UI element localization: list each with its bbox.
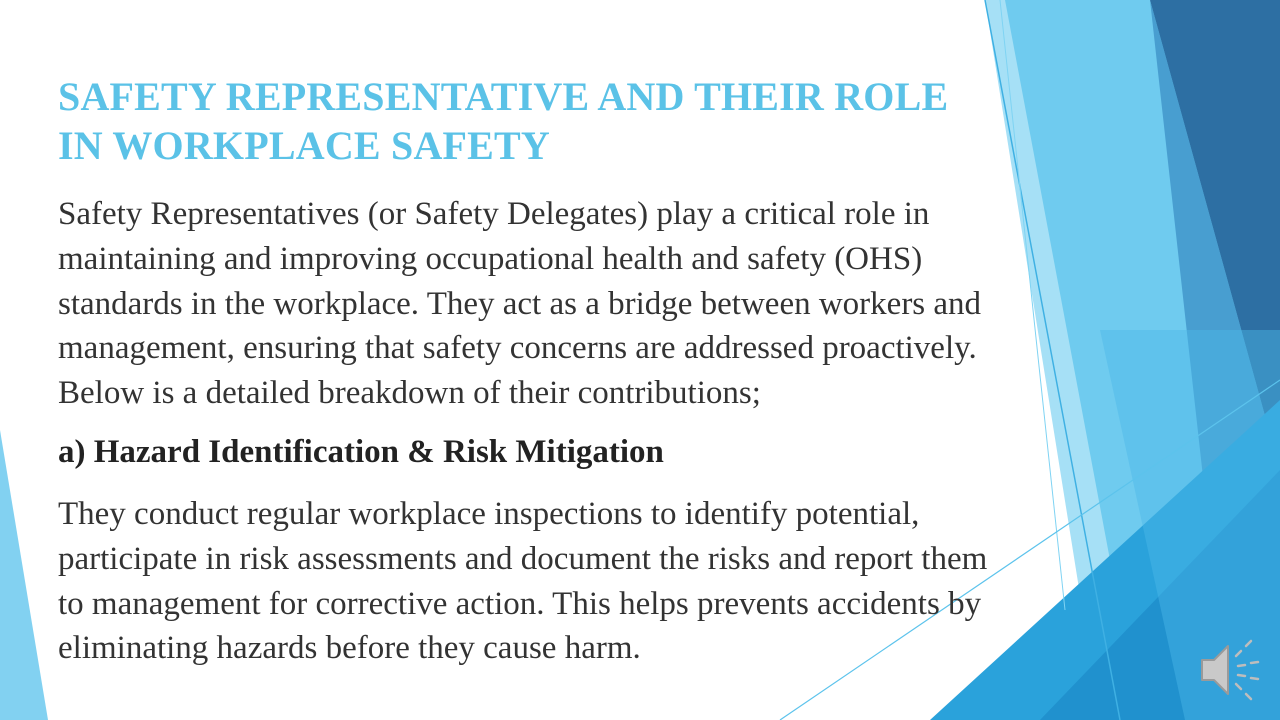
intro-line: maintaining and improving occupational health and safety (OHS) (58, 240, 923, 277)
intro-paragraph (58, 192, 1158, 416)
detail-line: to management for corrective action. This helps prevents accidents by (58, 585, 982, 622)
intro-line: management, ensuring that safety concerns are addressed proactively. (58, 330, 977, 367)
intro-line: Safety Representatives (or Safety Delegates) play a critical role in (58, 196, 930, 232)
detail-line: participate in risk assessments and document the risks and report them (58, 540, 988, 577)
intro-line: standards in the workplace. They act as a bridge between workers and (58, 285, 982, 322)
section-heading: a) Hazard Identification & Risk Mitigation (58, 434, 664, 470)
intro-line: Below is a detailed breakdown of their contributions; (58, 375, 761, 412)
detail-line: They conduct regular workplace inspections to identify potential, (58, 496, 920, 532)
detail-line: eliminating hazards before they cause harm. (58, 630, 641, 667)
title-line: SAFETY REPRESENTATIVE AND THEIR ROLE (58, 74, 949, 119)
title-line: IN WORKPLACE SAFETY (58, 123, 551, 168)
speaker-icon[interactable] (1198, 638, 1264, 702)
slide-title (58, 72, 1038, 170)
detail-paragraph (58, 492, 1158, 671)
